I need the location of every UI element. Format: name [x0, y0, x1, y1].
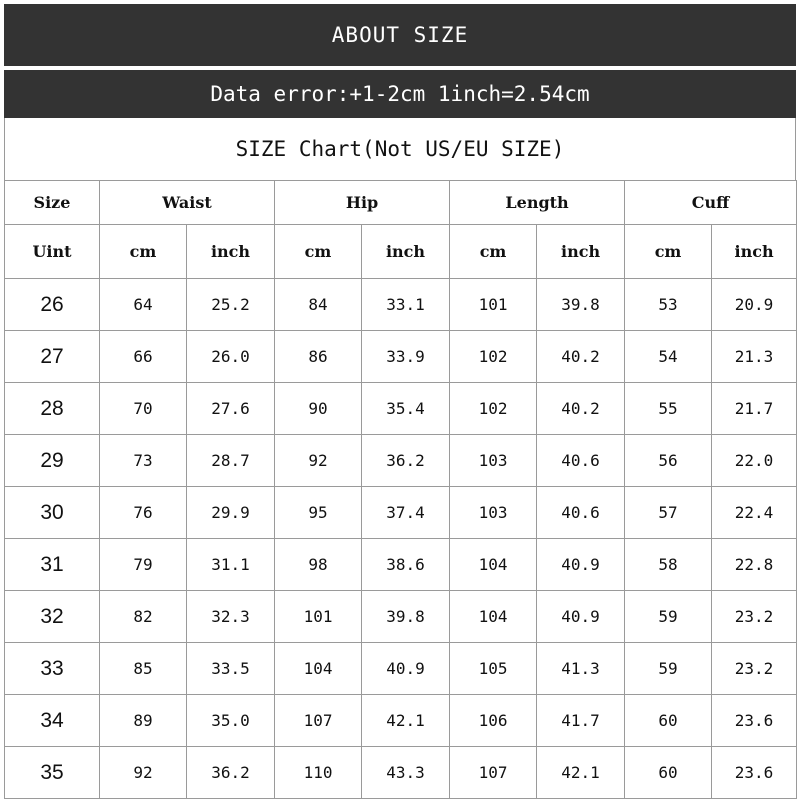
hip-cm-cell: 107: [275, 695, 362, 747]
page-title: ABOUT SIZE: [4, 4, 796, 66]
length-inch-cell: 40.9: [537, 591, 625, 643]
length-cm-cell: 106: [450, 695, 537, 747]
unit-cm: cm: [625, 225, 712, 279]
waist-inch-cell: 31.1: [187, 539, 275, 591]
size-value: 33: [5, 643, 100, 695]
hip-inch-cell: 40.9: [362, 643, 450, 695]
hip-header: Hip: [275, 181, 450, 225]
table-row: [5, 435, 797, 487]
waist-cm-cell: 89: [100, 695, 187, 747]
length-header: Length: [450, 181, 625, 225]
table-row: [5, 747, 797, 799]
unit-cm: cm: [450, 225, 537, 279]
cuff-cm-cell: 59: [625, 643, 712, 695]
waist-inch-cell: 33.5: [187, 643, 275, 695]
unit-cm: cm: [100, 225, 187, 279]
hip-cm-cell: 110: [275, 747, 362, 799]
length-cm-cell: 104: [450, 539, 537, 591]
hip-cm-cell: 98: [275, 539, 362, 591]
waist-cm-cell: 64: [100, 279, 187, 331]
hip-cm-cell: 90: [275, 383, 362, 435]
waist-cm-cell: 79: [100, 539, 187, 591]
hip-cm-cell: 104: [275, 643, 362, 695]
table-row: [5, 383, 797, 435]
cuff-inch-cell: 23.2: [712, 643, 797, 695]
unit-inch: inch: [712, 225, 797, 279]
hip-inch-cell: 33.1: [362, 279, 450, 331]
waist-cm-cell: 73: [100, 435, 187, 487]
hip-inch-cell: 42.1: [362, 695, 450, 747]
size-value: 28: [5, 383, 100, 435]
hip-inch-cell: 33.9: [362, 331, 450, 383]
table-row: [5, 695, 797, 747]
waist-header: Waist: [100, 181, 275, 225]
length-inch-cell: 39.8: [537, 279, 625, 331]
hip-cm-cell: 86: [275, 331, 362, 383]
chart-title: SIZE Chart(Not US/EU SIZE): [4, 118, 796, 180]
cuff-inch-cell: 21.7: [712, 383, 797, 435]
cuff-inch-cell: 23.2: [712, 591, 797, 643]
cuff-inch-cell: 22.0: [712, 435, 797, 487]
waist-inch-cell: 35.0: [187, 695, 275, 747]
length-cm-cell: 102: [450, 331, 537, 383]
unit-inch: inch: [362, 225, 450, 279]
table-row: [5, 539, 797, 591]
waist-inch-cell: 29.9: [187, 487, 275, 539]
unit-header: Uint: [5, 225, 100, 279]
length-inch-cell: 40.6: [537, 487, 625, 539]
length-cm-cell: 103: [450, 435, 537, 487]
length-cm-cell: 101: [450, 279, 537, 331]
hip-inch-cell: 37.4: [362, 487, 450, 539]
waist-inch-cell: 25.2: [187, 279, 275, 331]
hip-inch-cell: 35.4: [362, 383, 450, 435]
measurement-note: Data error:+1-2cm 1inch=2.54cm: [4, 70, 796, 118]
waist-inch-cell: 26.0: [187, 331, 275, 383]
size-value: 31: [5, 539, 100, 591]
cuff-inch-cell: 21.3: [712, 331, 797, 383]
size-chart-table: [4, 180, 797, 799]
hip-inch-cell: 38.6: [362, 539, 450, 591]
cuff-inch-cell: 20.9: [712, 279, 797, 331]
length-cm-cell: 102: [450, 383, 537, 435]
hip-cm-cell: 92: [275, 435, 362, 487]
waist-cm-cell: 92: [100, 747, 187, 799]
length-cm-cell: 104: [450, 591, 537, 643]
length-inch-cell: 40.2: [537, 383, 625, 435]
cuff-inch-cell: 22.4: [712, 487, 797, 539]
length-inch-cell: 40.9: [537, 539, 625, 591]
length-cm-cell: 107: [450, 747, 537, 799]
cuff-inch-cell: 23.6: [712, 695, 797, 747]
waist-inch-cell: 36.2: [187, 747, 275, 799]
cuff-cm-cell: 60: [625, 695, 712, 747]
unit-inch: inch: [537, 225, 625, 279]
size-value: 30: [5, 487, 100, 539]
cuff-cm-cell: 58: [625, 539, 712, 591]
table-row: [5, 591, 797, 643]
size-value: 27: [5, 331, 100, 383]
table-row: [5, 279, 797, 331]
length-inch-cell: 40.2: [537, 331, 625, 383]
length-inch-cell: 41.7: [537, 695, 625, 747]
size-value: 34: [5, 695, 100, 747]
length-inch-cell: 41.3: [537, 643, 625, 695]
hip-inch-cell: 36.2: [362, 435, 450, 487]
size-value: 35: [5, 747, 100, 799]
hip-cm-cell: 84: [275, 279, 362, 331]
unit-cm: cm: [275, 225, 362, 279]
waist-cm-cell: 66: [100, 331, 187, 383]
cuff-cm-cell: 60: [625, 747, 712, 799]
cuff-cm-cell: 57: [625, 487, 712, 539]
cuff-cm-cell: 55: [625, 383, 712, 435]
waist-cm-cell: 82: [100, 591, 187, 643]
waist-cm-cell: 70: [100, 383, 187, 435]
cuff-cm-cell: 59: [625, 591, 712, 643]
cuff-inch-cell: 23.6: [712, 747, 797, 799]
unit-inch: inch: [187, 225, 275, 279]
length-cm-cell: 103: [450, 487, 537, 539]
hip-cm-cell: 101: [275, 591, 362, 643]
waist-cm-cell: 85: [100, 643, 187, 695]
hip-cm-cell: 95: [275, 487, 362, 539]
hip-inch-cell: 43.3: [362, 747, 450, 799]
waist-cm-cell: 76: [100, 487, 187, 539]
length-inch-cell: 40.6: [537, 435, 625, 487]
cuff-cm-cell: 53: [625, 279, 712, 331]
size-value: 29: [5, 435, 100, 487]
cuff-header: Cuff: [625, 181, 797, 225]
size-value: 32: [5, 591, 100, 643]
size-value: 26: [5, 279, 100, 331]
waist-inch-cell: 32.3: [187, 591, 275, 643]
length-cm-cell: 105: [450, 643, 537, 695]
cuff-inch-cell: 22.8: [712, 539, 797, 591]
table-row: [5, 487, 797, 539]
length-inch-cell: 42.1: [537, 747, 625, 799]
cuff-cm-cell: 54: [625, 331, 712, 383]
table-row: [5, 643, 797, 695]
waist-inch-cell: 27.6: [187, 383, 275, 435]
waist-inch-cell: 28.7: [187, 435, 275, 487]
table-row: [5, 331, 797, 383]
hip-inch-cell: 39.8: [362, 591, 450, 643]
size-header: Size: [5, 181, 100, 225]
unit-header-row: [5, 225, 797, 279]
group-header-row: [5, 181, 797, 225]
cuff-cm-cell: 56: [625, 435, 712, 487]
